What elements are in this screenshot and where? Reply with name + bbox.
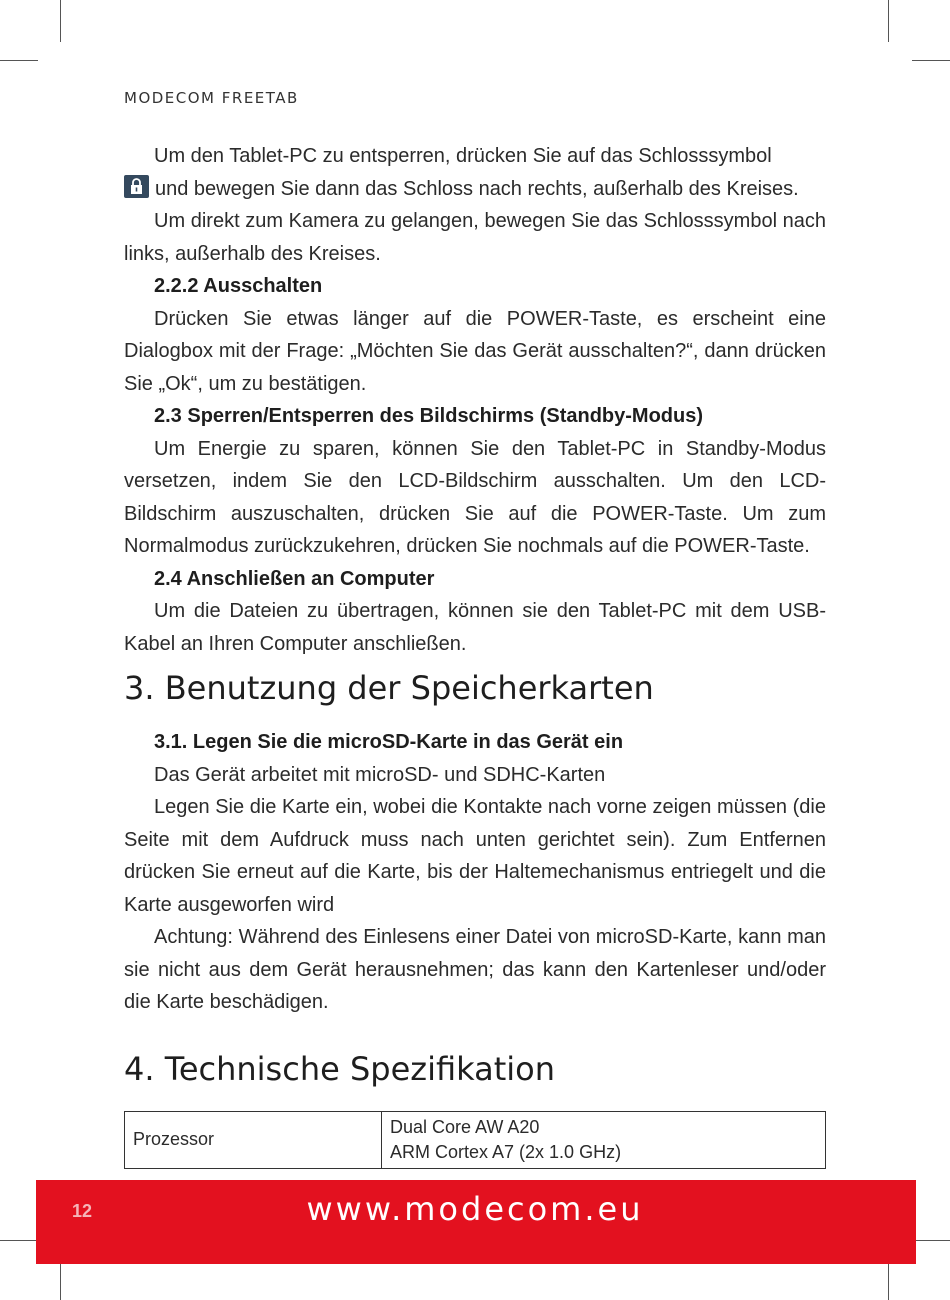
section-2-2-2-heading: 2.2.2 Ausschalten — [154, 275, 323, 297]
unlock-text-1-cont: und bewegen Sie dann das Schloss nach rechts, außerhalb des Kreises. — [155, 177, 799, 200]
crop-mark-top-right — [888, 0, 889, 42]
unlock-text-1: Um den Tablet-PC zu entsperren, drücken Sie auf das Schlosssymbol — [154, 145, 772, 167]
page-number: 12 — [72, 1201, 93, 1221]
footer-url: www.modecom.eu — [306, 1190, 644, 1228]
crop-mark-right-top — [912, 60, 950, 61]
section-3-1-text-2: Legen Sie die Karte ein, wobei die Kontakte nach vorne zeigen müssen (die Seite mit dem Aufdruck muss nach unten gerichtet sein). Zum Entfernen drücken Sie erneut auf die Karte, bis der Haltemechanismus entriegelt und die Karte ausgeworfen wird — [124, 796, 826, 916]
spec-value-cell — [382, 1111, 826, 1168]
crop-mark-top-left — [60, 0, 61, 42]
crop-mark-bottom-left — [60, 1258, 61, 1300]
unlock-paragraph-2: Um direkt zum Kamera zu gelangen, bewegen Sie das Schlosssymbol nach links, außerhalb des Kreises. — [124, 210, 826, 265]
section-2-4-text: Um die Dateien zu übertragen, können sie den Tablet-PC mit dem USB-Kabel an Ihren Computer anschließen. — [124, 600, 826, 655]
section-3-1-heading: 3.1. Legen Sie die microSD-Karte in das Gerät ein — [154, 731, 624, 753]
section-2-4-heading: 2.4 Anschließen an Computer — [154, 567, 435, 590]
running-header: MODECOM FREETAB — [124, 89, 299, 107]
table-row — [125, 1111, 826, 1168]
unlock-paragraph-1 — [124, 140, 826, 173]
page-content — [124, 140, 826, 1169]
crop-mark-left-top — [0, 60, 38, 61]
unlock-paragraph-1-cont — [124, 173, 826, 206]
section-2-2-2-text: Drücken Sie etwas länger auf die POWER-Taste, es erscheint eine Dialogbox mit der Frage: „Möchten Sie das Gerät ausschalten?“, dann drücken Sie „Ok“, um zu bestätigen. — [124, 307, 826, 395]
spec-value-line-2: ARM Cortex A7 (2x 1.0 GHz) — [390, 1141, 622, 1162]
section-2-3-text: Um Energie zu sparen, können Sie den Tablet-PC in Standby-Modus versetzen, indem Sie den LCD-Bildschirm ausschalten. Um den LCD-Bildschirm auszuschalten, drücken Sie auf die POWER-Taste. Um zum Normalmodus zurückzukehren, drücken Sie nochmals auf die POWER-Taste. — [124, 437, 826, 557]
chapter-3-title: 3. Benutzung der Speicherkarten — [124, 669, 654, 707]
spec-value-line-1: Dual Core AW A20 — [390, 1116, 540, 1137]
crop-mark-bottom-right — [888, 1258, 889, 1300]
chapter-4-title: 4. Technische Spezifikation — [124, 1049, 555, 1088]
section-2-3-heading: 2.3 Sperren/Entsperren des Bildschirms (Standby-Modus) — [154, 405, 704, 427]
crop-mark-left-bottom — [0, 1240, 38, 1241]
spec-label-cell: Prozessor — [125, 1111, 382, 1168]
spec-table — [124, 1111, 826, 1169]
section-3-1-text-1: Das Gerät arbeitet mit microSD- und SDHC-Karten — [154, 763, 606, 786]
section-3-1-text-3: Achtung: Während des Einlesens einer Datei von microSD-Karte, kann man sie nicht aus dem Gerät herausnehmen; das kann den Kartenleser und/oder die Karte beschädigen. — [124, 926, 826, 1013]
lock-icon — [124, 175, 149, 198]
crop-mark-right-bottom — [912, 1240, 950, 1241]
